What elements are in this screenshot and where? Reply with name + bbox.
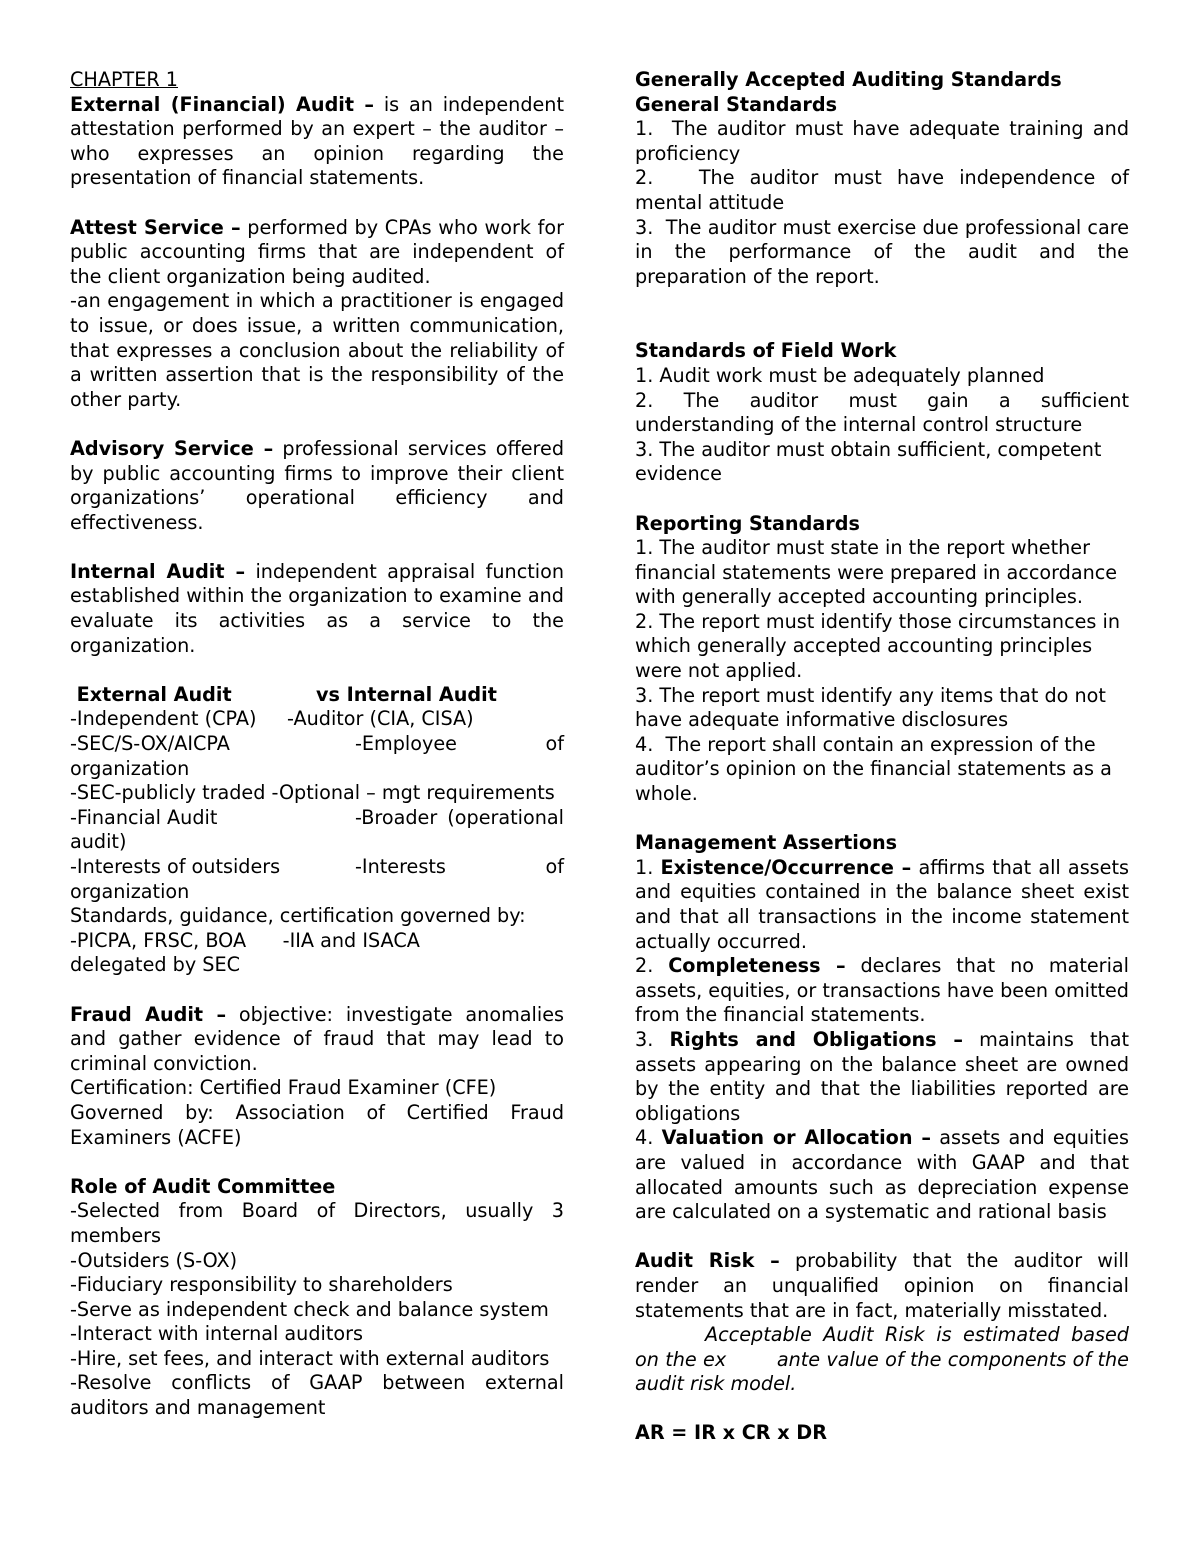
advisory-service-definition — [70, 437, 564, 535]
chapter-heading: CHAPTER 1 — [70, 68, 179, 91]
list-item: -Resolve conflicts of GAAP between external auditors and management — [70, 1371, 564, 1420]
list-item: 2. The auditor must have independence of mental attitude — [635, 166, 1136, 214]
management-assertions-title: Management Assertions — [635, 831, 898, 855]
assertion-term: Rights and Obligations – — [669, 1027, 963, 1051]
comparison-row-2-right: -Employee of organization — [70, 732, 564, 780]
fraud-audit-certification: Certification: Certified Fraud Examiner (CFE) — [70, 1076, 497, 1100]
reporting-standards-title: Reporting Standards — [635, 511, 860, 535]
attest-service-text: performed by CPAs who work for public accounting firms that are independent of the client organization being audited. — [70, 215, 564, 288]
general-standards-title: General Standards — [635, 92, 838, 116]
assertion-text: maintains that assets appearing on the balance sheet are owned by the entity and that the liabilities reported are obligations — [635, 1027, 1130, 1125]
field-work-title: Standards of Field Work — [635, 339, 897, 363]
comparison-row-4-left: -Financial Audit — [70, 805, 218, 829]
comparison-row-5-left: -Interests of outsiders — [70, 855, 281, 878]
comparison-row-4-right: -Broader (operational audit) — [70, 805, 564, 854]
audit-risk-text: probability that the auditor will render an unqualified opinion on financial statements that are in fact, materially misstated. — [635, 1249, 1129, 1322]
advisory-service-text: professional services offered by public accounting firms to improve their client organizations’ operational efficiency and effectiveness. — [70, 436, 565, 534]
comparison-row-8: delegated by SEC — [70, 953, 240, 977]
left-column — [70, 68, 564, 1421]
comparison-row-5-right: -Interests of organization — [70, 855, 564, 903]
list-item: 1. Audit work must be adequately planned — [635, 363, 1045, 387]
internal-audit-text: independent appraisal function established within the organization to examine and evaluate its activities as a service to the organization. — [70, 559, 564, 657]
fraud-audit-term: Fraud Audit – — [70, 1002, 227, 1026]
assertion-number: 2. — [635, 954, 669, 978]
audit-risk-formula: AR = IR x CR x DR — [635, 1421, 828, 1445]
list-item: 3. The auditor must exercise due professional care in the performance of the audit and the preparation of the report. — [635, 215, 1136, 288]
audit-risk-definition — [635, 1249, 1129, 1323]
comparison-header-left: External Audit — [70, 682, 232, 706]
assertion-number: 3. — [635, 1027, 670, 1051]
fraud-audit-text: objective: investigate anomalies and gather evidence of fraud that may lead to criminal conviction. — [70, 1002, 564, 1075]
comparison-row-6: Standards, guidance, certification governed by: — [70, 904, 526, 928]
external-audit-text: is an independent attestation performed by an expert – the auditor – who expresses an opinion regarding the presentation of financial statements. — [70, 92, 564, 190]
comparison-row-2 — [70, 732, 564, 781]
assertion-item — [635, 954, 1129, 1028]
fraud-audit-governed: Governed by: Association of Certified Fraud Examiners (ACFE) — [70, 1100, 564, 1149]
assertion-term: Existence/Occurrence – — [660, 855, 912, 879]
list-item: -Serve as independent check and balance system — [70, 1297, 549, 1321]
list-item: -Outsiders (S-OX) — [70, 1248, 238, 1272]
comparison-header — [70, 683, 564, 708]
gaas-title: Generally Accepted Auditing Standards — [635, 68, 1062, 91]
comparison-row-3: -SEC-publicly traded -Optional – mgt requirements — [70, 781, 555, 805]
external-audit-term: External (Financial) Audit – — [70, 92, 375, 116]
list-item: 3. The report must identify any items that do not have adequate informative disclosures — [635, 683, 1106, 732]
list-item: -Fiduciary responsibility to shareholders — [70, 1273, 453, 1297]
audit-committee-title: Role of Audit Committee — [70, 1174, 336, 1198]
advisory-service-term: Advisory Service – — [70, 436, 274, 460]
list-item: 2. The auditor must gain a sufficient understanding of the internal control structure — [635, 388, 1129, 437]
assertion-text: assets and equities are valued in accordance with GAAP and that allocated amounts such as depreciation expense are calculated on a systematic and rational basis — [635, 1126, 1130, 1224]
comparison-row-7: -PICPA, FRSC, BOA -IIA and ISACA — [70, 928, 420, 952]
assertion-item — [635, 1126, 1129, 1224]
acceptable-audit-risk-note: Acceptable Audit Risk is estimated based on the ex ante value of the components of the audit risk model. — [635, 1323, 1136, 1396]
list-item: 1. The auditor must have adequate training and proficiency — [635, 117, 1136, 165]
assertion-item — [635, 856, 1129, 954]
assertion-text: affirms that all assets and equities contained in the balance sheet exist and that all transactions in the income statement actually occurred. — [635, 855, 1130, 953]
attest-service-term: Attest Service – — [70, 215, 241, 239]
comparison-row-1: -Independent (CPA) -Auditor (CIA, CISA) — [70, 707, 474, 731]
list-item: 1. The auditor must state in the report whether financial statements were prepared in accordance with generally accepted accounting principles. — [635, 536, 1118, 609]
assertion-item — [635, 1028, 1129, 1126]
comparison-row-4 — [70, 806, 564, 855]
assertion-number: 1. — [635, 855, 661, 879]
list-item: -Selected from Board of Directors, usually 3 members — [70, 1199, 564, 1247]
list-item: 3. The auditor must obtain sufficient, competent evidence — [635, 437, 1102, 486]
attest-service-definition — [70, 216, 564, 290]
attest-service-text2: -an engagement in which a practitioner is engaged to issue, or does issue, a written communication, that expresses a conclusion about the reliability of a written assertion that is the responsibility of the other party. — [70, 289, 564, 411]
comparison-row-5 — [70, 855, 564, 904]
list-item: -Interact with internal auditors — [70, 1322, 363, 1346]
comparison-row-2-left: -SEC/S-OX/AICPA — [70, 732, 230, 756]
internal-audit-definition — [70, 560, 564, 658]
right-column — [635, 68, 1136, 1446]
list-item: 2. The report must identify those circumstances in which generally accepted accounting principles were not applied. — [635, 609, 1121, 683]
assertion-term: Valuation or Allocation – — [661, 1126, 931, 1150]
audit-risk-term: Audit Risk – — [635, 1249, 780, 1273]
list-item: -Hire, set fees, and interact with external auditors — [70, 1346, 550, 1370]
list-item: 4. The report shall contain an expression of the auditor’s opinion on the financial statements as a whole. — [635, 732, 1118, 806]
comparison-header-right: vs Internal Audit — [316, 682, 497, 706]
internal-audit-term: Internal Audit – — [70, 559, 246, 583]
assertion-term: Completeness – — [668, 954, 846, 978]
assertion-text: declares that no material assets, equities, or transactions have been omitted from the financial statements. — [635, 954, 1129, 1027]
assertion-number: 4. — [635, 1126, 662, 1150]
external-audit-definition — [70, 93, 564, 191]
fraud-audit-definition — [70, 1003, 564, 1077]
